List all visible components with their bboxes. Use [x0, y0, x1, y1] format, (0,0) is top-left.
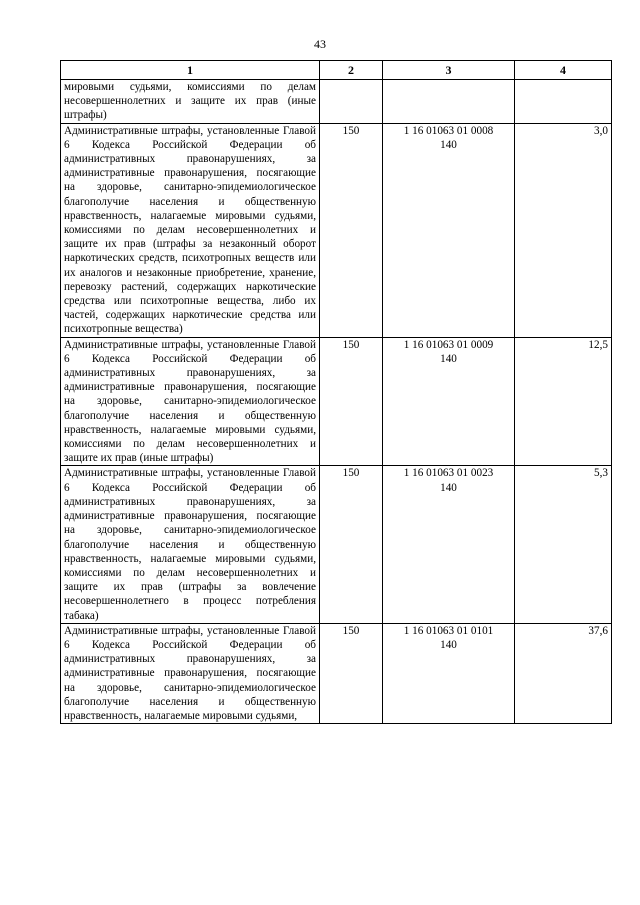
table-row: [61, 337, 612, 466]
table-row: [61, 623, 612, 723]
amount-cell: 3,0: [515, 123, 612, 337]
revenue-code-cell: [383, 123, 515, 337]
header-col-3: 3: [383, 61, 515, 80]
page-number: 43: [314, 37, 326, 51]
table-row: [61, 466, 612, 623]
revenue-code: 1 16 01063 01 0008: [403, 124, 494, 137]
table-row: [61, 123, 612, 337]
revenue-code: 1 16 01063 01 0023: [403, 467, 494, 480]
description-cell: Административные штрафы, установленные Главой 6 Кодекса Российской Федерации об административных правонарушениях, за административные правонарушения, посягающие на здоровье, санитарно-эпидемиологическое благополучие населения и общественную нравственность, налагаемые мировыми судьями, комиссиями по делам несовершеннолетних и защите их прав (штрафы за незаконный оборот наркотических средств, психотропных веществ или их аналогов и незаконные приобретение, хранение, перевозку растений, содержащих наркотические средства или психотропные вещества, либо их частей, содержащих наркотические средства или психотропные вещества): [61, 123, 320, 337]
amount-cell: 12,5: [515, 337, 612, 466]
admin-code-cell: 150: [320, 466, 383, 623]
description-cell: Административные штрафы, установленные Главой 6 Кодекса Российской Федерации об административных правонарушениях, за административные правонарушения, посягающие на здоровье, санитарно-эпидемиологическое благополучие населения и общественную нравственность, налагаемые мировыми судьями, комиссиями по делам несовершеннолетних и защите их прав (иные штрафы): [61, 337, 320, 466]
description-cell: Административные штрафы, установленные Главой 6 Кодекса Российской Федерации об административных правонарушениях, за административные правонарушения, посягающие на здоровье, санитарно-эпидемиологическое благополучие населения и общественную нравственность, налагаемые мировыми судьями,: [61, 623, 320, 723]
admin-code-cell: [320, 80, 383, 124]
revenue-code: 1 16 01063 01 0009: [403, 338, 494, 351]
admin-code-cell: 150: [320, 623, 383, 723]
revenue-code-suffix: 140: [440, 638, 457, 651]
amount-cell: 37,6: [515, 623, 612, 723]
revenue-code: 1 16 01063 01 0101: [403, 624, 494, 637]
header-col-4: 4: [515, 61, 612, 80]
header-col-1: 1: [61, 61, 320, 80]
revenue-code-cell: [383, 80, 515, 124]
admin-code-cell: 150: [320, 123, 383, 337]
revenue-code-cell: [383, 623, 515, 723]
admin-code-cell: 150: [320, 337, 383, 466]
amount-cell: 5,3: [515, 466, 612, 623]
table-header-row: [61, 61, 612, 80]
revenue-code-suffix: 140: [440, 138, 457, 151]
revenue-code-cell: [383, 466, 515, 623]
revenue-code-cell: [383, 337, 515, 466]
description-cell: мировыми судьями, комиссиями по делам несовершеннолетних и защите их прав (иные штрафы): [61, 80, 320, 124]
header-col-2: 2: [320, 61, 383, 80]
revenue-code-suffix: 140: [440, 481, 457, 494]
amount-cell: [515, 80, 612, 124]
revenue-code-suffix: 140: [440, 352, 457, 365]
table-row: [61, 80, 612, 124]
description-cell: Административные штрафы, установленные Главой 6 Кодекса Российской Федерации об административных правонарушениях, за административные правонарушения, посягающие на здоровье, санитарно-эпидемиологическое благополучие населения и общественную нравственность, налагаемые мировыми судьями, комиссиями по делам несовершеннолетних и защите их прав (штрафы за вовлечение несовершеннолетнего в процесс потребления табака): [61, 466, 320, 623]
budget-revenue-table: [60, 60, 612, 724]
